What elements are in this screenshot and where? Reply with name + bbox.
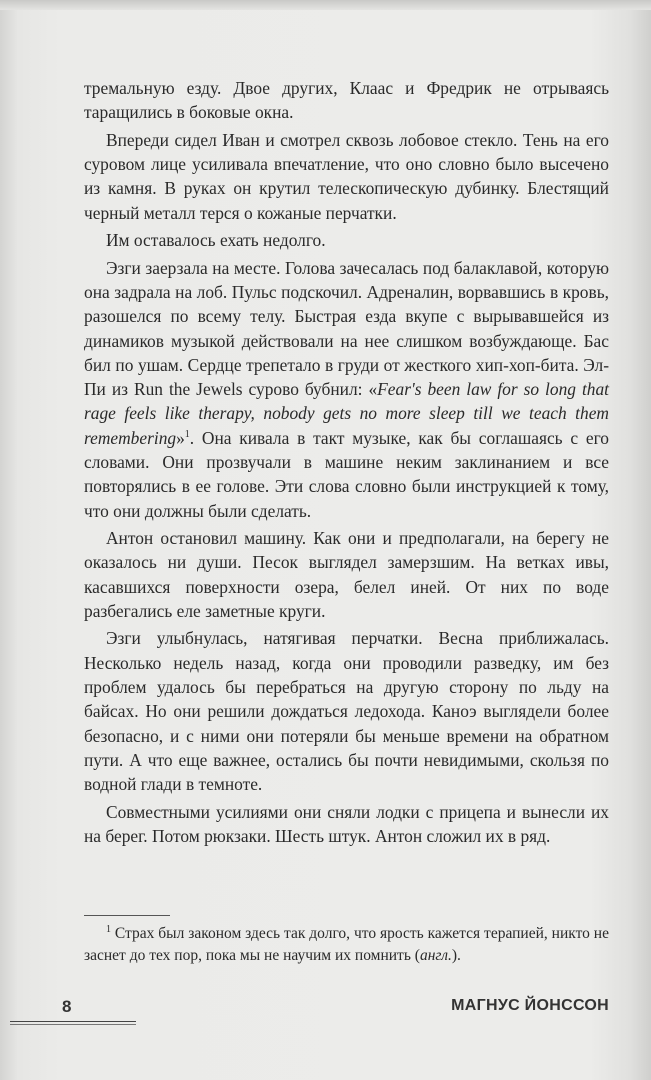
footnote <box>84 923 609 967</box>
running-head: МАГНУС ЙОНССОН <box>451 997 609 1014</box>
footer-rule <box>10 1024 136 1025</box>
footnote-separator <box>84 915 170 916</box>
footnote-reference: 1 <box>184 428 190 440</box>
paragraph-text: . Она кивала в такт музыке, как бы соглашаясь с его словами. Они прозвучали в машине неким заклинанием и все повторялись в ее голове. Эти слова словно были инструкцией к тому, что они должны были сделать. <box>84 427 609 521</box>
paragraph: тремальную езду. Двое других, Клаас и Фредрик не отрываясь таращились в боковые окна. <box>84 78 609 123</box>
footnote-body: Страх был законом здесь так долго, что ярость кажется терапией, никто не заснет до тех пор, пока мы не научим их помнить ( <box>84 925 609 964</box>
paragraph: Им оставалось ехать недолго. <box>106 230 326 251</box>
footnote-language: англ. <box>419 947 452 964</box>
body-text <box>84 76 609 852</box>
page-number: 8 <box>62 997 72 1016</box>
paragraph-text: Эзги заерзала на месте. Голова зачесалась под балаклавой, которую она задрала на лоб. Пульс подскочил. Адреналин, ворвавшись в кровь, разошелся по всему телу. Быстрая езда вкупе с вырывавшейся из динамиков музыкой действовали на нее слишком возбуждающе. Бас бил по ушам. Сердце трепетало в груди от жесткого хип-хоп-бита. Эл-Пи из Run the Jewels сурово бубнил: « <box>84 257 609 400</box>
quote-close: » <box>176 427 185 448</box>
footnote-end: ). <box>451 947 461 964</box>
footer-rule <box>10 1021 136 1022</box>
song-quote: Fear's been law for so long that rage feels like therapy, nobody gets no more sleep till we teach them remembering <box>84 379 610 448</box>
paragraph: Впереди сидел Иван и смотрел сквозь лобовое стекло. Тень на его суровом лице усиливала впечатление, что оно словно было высечено из камня. В руках он крутил телескопическую дубинку. Блестящий черный металл терся о кожаные перчатки. <box>84 129 609 223</box>
paragraph: Антон остановил машину. Как они и предполагали, на берегу не оказалось ни души. Песок выглядел замерзшим. На ветках ивы, касавшихся поверхности озера, белел иней. От них по воде разбегались еле заметные круги. <box>84 528 609 621</box>
page-top-edge <box>0 0 651 10</box>
paragraph-with-quote <box>84 256 609 523</box>
footnote-marker: 1 <box>106 923 111 935</box>
footnote-text <box>84 923 609 967</box>
paragraph: Совместными усилиями они сняли лодки с прицепа и вынесли их на берег. Потом рюкзаки. Шесть штук. Антон сложил их в ряд. <box>84 801 609 847</box>
paragraph: Эзги улыбнулась, натягивая перчатки. Весна приближалась. Несколько недель назад, когда они проводили разведку, им без проблем удалось бы перебраться на другую сторону по льду на байсах. Но они решили дождаться ледохода. Каноэ выглядели более безопасно, и с ними они потеряли бы меньше времени на обратном пути. А что еще важнее, остались бы почти невидимыми, скользя по водной глади в темноте. <box>84 628 609 795</box>
